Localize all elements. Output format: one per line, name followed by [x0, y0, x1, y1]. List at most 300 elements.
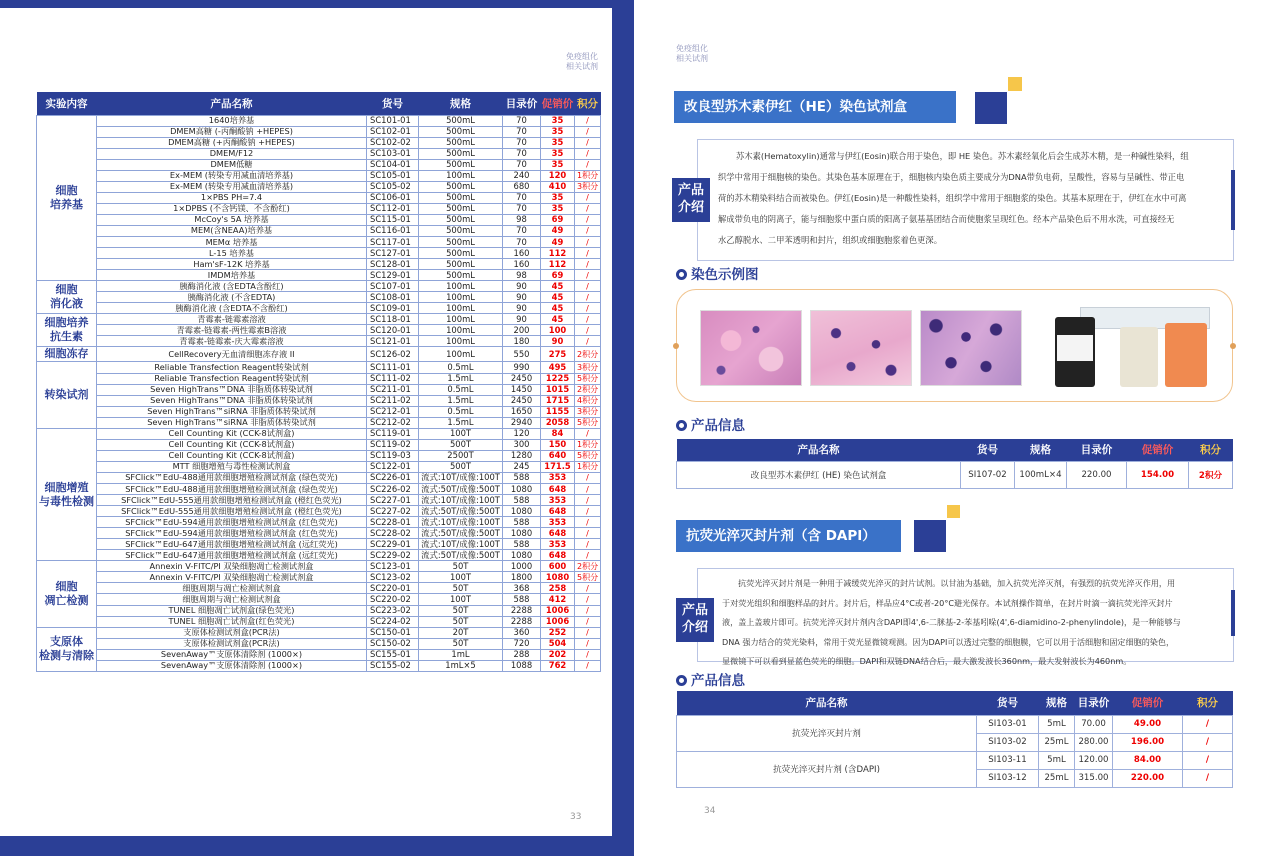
- product-name-cell: 青霉素-链霉素溶液: [97, 314, 367, 325]
- he-col-promo-price: 促销价: [1127, 439, 1189, 461]
- product-name-cell: 细胞周期与凋亡检测试剂盒: [97, 583, 367, 594]
- dapi-product-table: [676, 691, 1233, 788]
- product-name-cell: SevenAway™支原体清除剂 (1000×): [97, 649, 367, 660]
- promo-price-cell: 35: [541, 137, 575, 148]
- table-row: [37, 638, 601, 649]
- table-row: [677, 461, 1233, 488]
- table-row: [37, 192, 601, 203]
- table-row: [677, 715, 1233, 733]
- list-price-cell: 2940: [503, 417, 541, 428]
- table-row: [37, 517, 601, 528]
- he-stain-image-2: [810, 310, 912, 386]
- product-name-cell: TUNEL 细胞凋亡试剂盒(绿色荧光): [97, 605, 367, 616]
- promo-price-cell: 49: [541, 225, 575, 236]
- right-header-line2: 相关试剂: [676, 54, 708, 63]
- he-intro-line: 解成带负电的阴离子，能与细胞浆中蛋白质的阳离子氨基基团结合而使胞浆呈现红色。经本产品染色后不用水洗，可直接经无: [718, 214, 1175, 224]
- sku-cell: SC224-02: [367, 616, 419, 627]
- dapi-table-header-row: [677, 691, 1233, 715]
- product-name-cell: 青霉素-链霉素-两性霉素B溶液: [97, 325, 367, 336]
- spec-cell: 流式:10T/成像:100T: [419, 472, 503, 483]
- product-name-cell: Annexin V-FITC/PI 双染细胞凋亡检测试剂盒: [97, 572, 367, 583]
- product-name-cell: 青霉素-链霉素-庆大霉素溶液: [97, 336, 367, 347]
- list-price-cell: 70: [503, 115, 541, 126]
- spec-cell: 50T: [419, 583, 503, 594]
- sku-cell: SC108-01: [367, 292, 419, 303]
- table-row: [37, 506, 601, 517]
- col-header-points: 积分: [575, 92, 601, 115]
- spec-cell: 500mL: [419, 214, 503, 225]
- points-cell: /: [575, 248, 601, 259]
- points-cell: 1积分: [575, 439, 601, 450]
- spec-cell: 2500T: [419, 450, 503, 461]
- list-price-cell: 70: [503, 148, 541, 159]
- bullet-ring-icon: [676, 675, 687, 686]
- dapi-intro-line: 抗荧光淬灭封片剂是一种用于减缓荧光淬灭的封片试剂。以甘油为基础，加入抗荧光淬灭剂，有强烈的抗荧光淬灭作用，用: [738, 578, 1176, 588]
- he-col-list-price: 目录价: [1067, 439, 1127, 461]
- points-cell: 1积分: [575, 461, 601, 472]
- points-cell: 3积分: [575, 362, 601, 373]
- spec-cell: 1.5mL: [419, 395, 503, 406]
- sku-cell: SC109-01: [367, 303, 419, 314]
- dapi-col-points: 积分: [1183, 691, 1233, 715]
- spec-cell: 500T: [419, 461, 503, 472]
- points-cell: /: [575, 237, 601, 248]
- list-price-cell: 300: [503, 439, 541, 450]
- points-cell: /: [575, 192, 601, 203]
- product-name-cell: 支原体检测试剂盒(PCR法): [97, 638, 367, 649]
- dapi-info-title: 产品信息: [691, 673, 745, 689]
- dapi-points: /: [1183, 733, 1233, 751]
- product-name-cell: Reliable Transfection Reagent转染试剂: [97, 362, 367, 373]
- dapi-points: /: [1183, 769, 1233, 787]
- list-price-cell: 1080: [503, 528, 541, 539]
- spec-cell: 1.5mL: [419, 373, 503, 384]
- product-name-cell: TUNEL 细胞凋亡试剂盒(红色荧光): [97, 616, 367, 627]
- dapi-intro-label: 产品 介绍: [676, 598, 714, 642]
- promo-price-cell: 2058: [541, 417, 575, 428]
- spec-cell: 500mL: [419, 192, 503, 203]
- spec-cell: 100mL: [419, 292, 503, 303]
- promo-price-cell: 353: [541, 517, 575, 528]
- product-name-cell: SFClick™EdU-555通用款细胞增殖检测试剂盒 (橙红色荧光): [97, 506, 367, 517]
- sku-cell: SC105-01: [367, 170, 419, 181]
- spec-cell: 1mL: [419, 649, 503, 660]
- promo-price-cell: 112: [541, 248, 575, 259]
- table-row: [37, 292, 601, 303]
- promo-price-cell: 150: [541, 439, 575, 450]
- list-price-cell: 288: [503, 649, 541, 660]
- sku-cell: SC229-02: [367, 550, 419, 561]
- points-cell: 5积分: [575, 450, 601, 461]
- list-price-cell: 98: [503, 270, 541, 281]
- table-row: [37, 181, 601, 192]
- points-cell: /: [575, 605, 601, 616]
- list-price-cell: 360: [503, 627, 541, 638]
- promo-price-cell: 648: [541, 528, 575, 539]
- points-cell: /: [575, 506, 601, 517]
- product-name-cell: DMEM低糖: [97, 159, 367, 170]
- sku-cell: SC223-02: [367, 605, 419, 616]
- table-row: [37, 126, 601, 137]
- he-intro-line: 荷的苏木精染料结合而被染色。伊红(Eosin)是一种酸性染料，组织学中常用于细胞浆的染色。其基本原理在于，伊红在水中可离: [718, 193, 1187, 203]
- list-price-cell: 70: [503, 225, 541, 236]
- sku-cell: SC121-01: [367, 336, 419, 347]
- list-price-cell: 1080: [503, 550, 541, 561]
- product-name-cell: DMEM高糖 (+丙酮酸钠 +HEPES): [97, 137, 367, 148]
- dapi-sku: SI103-12: [977, 769, 1039, 787]
- dapi-promo-price: 220.00: [1113, 769, 1183, 787]
- points-cell: /: [575, 336, 601, 347]
- table-row: [37, 627, 601, 638]
- category-cell: 细胞 消化液: [37, 281, 97, 314]
- dapi-list-price: 120.00: [1075, 751, 1113, 769]
- list-price-cell: 70: [503, 237, 541, 248]
- list-price-cell: 680: [503, 181, 541, 192]
- points-cell: /: [575, 616, 601, 627]
- table-row: [37, 270, 601, 281]
- spec-cell: 0.5mL: [419, 406, 503, 417]
- sku-cell: SC155-01: [367, 649, 419, 660]
- table-row: [37, 170, 601, 181]
- dapi-intro-line: 显微镜下可以看到显蓝色荧光的细胞。DAPI和双链DNA结合后，最大激发波长360nm，最大发射波长为460nm。: [722, 656, 1132, 666]
- points-cell: 3积分: [575, 181, 601, 192]
- table-row: [37, 373, 601, 384]
- dapi-col-name: 产品名称: [677, 691, 977, 715]
- product-name-cell: L-15 培养基: [97, 248, 367, 259]
- promo-price-cell: 1006: [541, 616, 575, 627]
- product-name-cell: SFClick™EdU-647通用款细胞增殖检测试剂盒 (远红荧光): [97, 550, 367, 561]
- promo-price-cell: 69: [541, 214, 575, 225]
- decor-yellow-square: [1008, 77, 1022, 91]
- he-title-bar: 改良型苏木素伊红（HE）染色试剂盒: [674, 91, 956, 123]
- promo-price-cell: 252: [541, 627, 575, 638]
- spec-cell: 100mL: [419, 325, 503, 336]
- sku-cell: SC220-02: [367, 594, 419, 605]
- product-name-cell: Ex-MEM (转染专用减血清培养基): [97, 170, 367, 181]
- right-page-header: [676, 44, 736, 64]
- product-name-cell: Seven HighTrans™DNA 非脂质体转染试剂: [97, 384, 367, 395]
- he-col-points: 积分: [1189, 439, 1233, 461]
- dapi-intro-stripe: [1231, 590, 1235, 636]
- points-cell: /: [575, 495, 601, 506]
- dapi-product-name: 抗荧光淬灭封片剂: [677, 715, 977, 751]
- he-kit-product-photo: [1040, 305, 1220, 391]
- points-cell: /: [575, 303, 601, 314]
- table-row: [37, 303, 601, 314]
- points-cell: /: [575, 594, 601, 605]
- dapi-list-price: 315.00: [1075, 769, 1113, 787]
- he-stain-image-1: [700, 310, 802, 386]
- promo-price-cell: 275: [541, 347, 575, 362]
- list-price-cell: 1800: [503, 572, 541, 583]
- category-cell: 细胞培养 抗生素: [37, 314, 97, 347]
- list-price-cell: 240: [503, 170, 541, 181]
- points-cell: /: [575, 259, 601, 270]
- spec-cell: 100T: [419, 594, 503, 605]
- points-cell: /: [575, 472, 601, 483]
- sku-cell: SC102-01: [367, 126, 419, 137]
- dapi-intro-text: [722, 574, 1226, 672]
- promo-price-cell: 45: [541, 281, 575, 292]
- kit-bottle-orange: [1165, 323, 1207, 387]
- he-product-sku: SI107-02: [961, 461, 1015, 488]
- product-name-cell: MEMα 培养基: [97, 237, 367, 248]
- he-col-name: 产品名称: [677, 439, 961, 461]
- spec-cell: 500mL: [419, 159, 503, 170]
- product-name-cell: 细胞周期与凋亡检测试剂盒: [97, 594, 367, 605]
- points-cell: 2积分: [575, 384, 601, 395]
- sku-cell: SC123-01: [367, 561, 419, 572]
- sku-cell: SC105-02: [367, 181, 419, 192]
- promo-price-cell: 640: [541, 450, 575, 461]
- list-price-cell: 90: [503, 303, 541, 314]
- table-row: [37, 237, 601, 248]
- spec-cell: 流式:10T/成像:100T: [419, 517, 503, 528]
- product-table-body: [37, 115, 601, 671]
- sku-cell: SC119-02: [367, 439, 419, 450]
- he-product-spec: 100mL×4: [1015, 461, 1067, 488]
- product-name-cell: SFClick™EdU-555通用款细胞增殖检测试剂盒 (橙红色荧光): [97, 495, 367, 506]
- sku-cell: SC104-01: [367, 159, 419, 170]
- sku-cell: SC122-01: [367, 461, 419, 472]
- promo-price-cell: 1015: [541, 384, 575, 395]
- points-cell: /: [575, 225, 601, 236]
- sku-cell: SC227-02: [367, 506, 419, 517]
- left-page-number: 33: [570, 812, 582, 822]
- list-price-cell: 588: [503, 472, 541, 483]
- dapi-promo-price: 196.00: [1113, 733, 1183, 751]
- list-price-cell: 90: [503, 292, 541, 303]
- dapi-col-promo-price: 促销价: [1113, 691, 1183, 715]
- promo-price-cell: 762: [541, 660, 575, 671]
- promo-price-cell: 648: [541, 484, 575, 495]
- table-row: [37, 347, 601, 362]
- list-price-cell: 1000: [503, 561, 541, 572]
- promo-price-cell: 353: [541, 539, 575, 550]
- promo-price-cell: 49: [541, 237, 575, 248]
- dapi-points: /: [1183, 751, 1233, 769]
- list-price-cell: 1080: [503, 506, 541, 517]
- table-row: [37, 461, 601, 472]
- points-cell: 3积分: [575, 406, 601, 417]
- list-price-cell: 720: [503, 638, 541, 649]
- spec-cell: 500mL: [419, 181, 503, 192]
- he-stain-image-3: [920, 310, 1022, 386]
- product-name-cell: DMEM/F12: [97, 148, 367, 159]
- sku-cell: SC211-02: [367, 395, 419, 406]
- spec-cell: 0.5mL: [419, 384, 503, 395]
- product-price-table: [36, 92, 601, 672]
- bullet-ring-icon: [676, 269, 687, 280]
- product-name-cell: McCoy's 5A 培养基: [97, 214, 367, 225]
- product-name-cell: SFClick™EdU-647通用款细胞增殖检测试剂盒 (远红荧光): [97, 539, 367, 550]
- sku-cell: SC118-01: [367, 314, 419, 325]
- dapi-promo-price: 84.00: [1113, 751, 1183, 769]
- table-row: [37, 550, 601, 561]
- spec-cell: 0.5mL: [419, 362, 503, 373]
- col-header-name: 产品名称: [97, 92, 367, 115]
- promo-price-cell: 504: [541, 638, 575, 649]
- list-price-cell: 90: [503, 314, 541, 325]
- col-header-list-price: 目录价: [503, 92, 541, 115]
- promo-price-cell: 495: [541, 362, 575, 373]
- list-price-cell: 245: [503, 461, 541, 472]
- list-price-cell: 1080: [503, 484, 541, 495]
- gallery-right-dot: [1230, 343, 1236, 349]
- dapi-spec: 25mL: [1039, 769, 1075, 787]
- he-intro-text: [718, 146, 1224, 251]
- table-row: [37, 137, 601, 148]
- bullet-ring-icon: [676, 420, 687, 431]
- promo-price-cell: 600: [541, 561, 575, 572]
- points-cell: 5积分: [575, 373, 601, 384]
- promo-price-cell: 1715: [541, 395, 575, 406]
- he-col-sku: 货号: [961, 439, 1015, 461]
- decor-blue-square: [914, 520, 946, 552]
- points-cell: /: [575, 660, 601, 671]
- sku-cell: SC211-01: [367, 384, 419, 395]
- points-cell: 2积分: [575, 561, 601, 572]
- spec-cell: 流式:10T/成像:100T: [419, 539, 503, 550]
- points-cell: /: [575, 314, 601, 325]
- sku-cell: SC111-02: [367, 373, 419, 384]
- he-col-spec: 规格: [1015, 439, 1067, 461]
- sku-cell: SC226-02: [367, 484, 419, 495]
- list-price-cell: 160: [503, 248, 541, 259]
- product-name-cell: Cell Counting Kit (CCK-8试剂盒): [97, 450, 367, 461]
- spec-cell: 100mL: [419, 347, 503, 362]
- sku-cell: SC212-02: [367, 417, 419, 428]
- spec-cell: 20T: [419, 627, 503, 638]
- points-cell: /: [575, 484, 601, 495]
- promo-price-cell: 45: [541, 303, 575, 314]
- table-row: [37, 616, 601, 627]
- spec-cell: 500mL: [419, 137, 503, 148]
- spec-cell: 100mL: [419, 281, 503, 292]
- list-price-cell: 588: [503, 517, 541, 528]
- sku-cell: SC103-01: [367, 148, 419, 159]
- list-price-cell: 70: [503, 159, 541, 170]
- table-row: [37, 259, 601, 270]
- dapi-list-price: 280.00: [1075, 733, 1113, 751]
- table-row: [37, 649, 601, 660]
- promo-price-cell: 35: [541, 115, 575, 126]
- points-cell: /: [575, 281, 601, 292]
- table-row: [37, 583, 601, 594]
- table-row: [37, 225, 601, 236]
- col-header-promo-price: 促销价: [541, 92, 575, 115]
- kit-bottle-clear: [1120, 327, 1158, 387]
- points-cell: 2积分: [575, 347, 601, 362]
- spec-cell: 流式:50T/成像:500T: [419, 506, 503, 517]
- table-row: [37, 605, 601, 616]
- list-price-cell: 70: [503, 203, 541, 214]
- spec-cell: 500mL: [419, 115, 503, 126]
- sku-cell: SC220-01: [367, 583, 419, 594]
- sku-cell: SC120-01: [367, 325, 419, 336]
- promo-price-cell: 353: [541, 472, 575, 483]
- col-header-category: 实验内容: [37, 92, 97, 115]
- list-price-cell: 70: [503, 137, 541, 148]
- dapi-info-heading: [676, 669, 745, 689]
- list-price-cell: 588: [503, 539, 541, 550]
- spec-cell: 100mL: [419, 336, 503, 347]
- sku-cell: SC226-01: [367, 472, 419, 483]
- points-cell: /: [575, 270, 601, 281]
- promo-price-cell: 84: [541, 428, 575, 439]
- points-cell: /: [575, 159, 601, 170]
- product-name-cell: IMDM培养基: [97, 270, 367, 281]
- list-price-cell: 120: [503, 428, 541, 439]
- he-intro-stripe: [1231, 170, 1235, 230]
- dapi-col-list-price: 目录价: [1075, 691, 1113, 715]
- spec-cell: 流式:50T/成像:500T: [419, 484, 503, 495]
- table-row: [37, 115, 601, 126]
- promo-price-cell: 69: [541, 270, 575, 281]
- sku-cell: SC102-02: [367, 137, 419, 148]
- sku-cell: SC123-02: [367, 572, 419, 583]
- spec-cell: 50T: [419, 561, 503, 572]
- spec-cell: 1.5mL: [419, 417, 503, 428]
- points-cell: /: [575, 115, 601, 126]
- points-cell: 1积分: [575, 170, 601, 181]
- spec-cell: 500mL: [419, 237, 503, 248]
- points-cell: /: [575, 528, 601, 539]
- list-price-cell: 1088: [503, 660, 541, 671]
- sku-cell: SC112-01: [367, 203, 419, 214]
- sku-cell: SC116-01: [367, 225, 419, 236]
- table-row: [37, 336, 601, 347]
- product-name-cell: 1×DPBS (不含钙镁、不含酚红): [97, 203, 367, 214]
- spec-cell: 500mL: [419, 148, 503, 159]
- promo-price-cell: 35: [541, 148, 575, 159]
- product-name-cell: 胰酶消化液 (不含EDTA): [97, 292, 367, 303]
- right-header-line1: 免疫组化: [676, 44, 708, 53]
- spec-cell: 100mL: [419, 303, 503, 314]
- product-name-cell: SFClick™EdU-594通用款细胞增殖检测试剂盒 (红色荧光): [97, 517, 367, 528]
- he-intro-line: 织学中常用于细胞核的染色。其染色基本原理在于，细胞核内染色质主要成分为DNA带负电荷，呈酸性，容易与呈碱性、带正电: [718, 172, 1185, 182]
- table-row: [37, 417, 601, 428]
- table-row: [37, 660, 601, 671]
- table-row: [37, 214, 601, 225]
- points-cell: /: [575, 325, 601, 336]
- sku-cell: SC229-01: [367, 539, 419, 550]
- dapi-spec: 25mL: [1039, 733, 1075, 751]
- table-row: [37, 406, 601, 417]
- product-name-cell: 胰酶消化液 (含EDTA含酚红): [97, 281, 367, 292]
- points-cell: /: [575, 649, 601, 660]
- points-cell: /: [575, 137, 601, 148]
- table-row: [37, 203, 601, 214]
- promo-price-cell: 1006: [541, 605, 575, 616]
- table-row: [37, 428, 601, 439]
- he-intro-line: 水乙醇脱水、二甲苯透明和封片，组织或细胞胞浆着色更深。: [718, 235, 943, 245]
- spec-cell: 50T: [419, 638, 503, 649]
- spec-cell: 流式:10T/成像:100T: [419, 495, 503, 506]
- product-name-cell: DMEM高糖 (-丙酮酸钠 +HEPES): [97, 126, 367, 137]
- product-name-cell: CellRecovery无血清细胞冻存液 II: [97, 347, 367, 362]
- spec-cell: 500mL: [419, 225, 503, 236]
- sku-cell: SC107-01: [367, 281, 419, 292]
- promo-price-cell: 35: [541, 203, 575, 214]
- spec-cell: 1mL×5: [419, 660, 503, 671]
- he-info-heading: [676, 414, 745, 434]
- product-name-cell: Seven HighTrans™siRNA 非脂质体转染试剂: [97, 417, 367, 428]
- left-page-bottom-border: [0, 836, 634, 856]
- promo-price-cell: 648: [541, 506, 575, 517]
- category-cell: 细胞冻存: [37, 347, 97, 362]
- dapi-product-name: 抗荧光淬灭封片剂 (含DAPI): [677, 751, 977, 787]
